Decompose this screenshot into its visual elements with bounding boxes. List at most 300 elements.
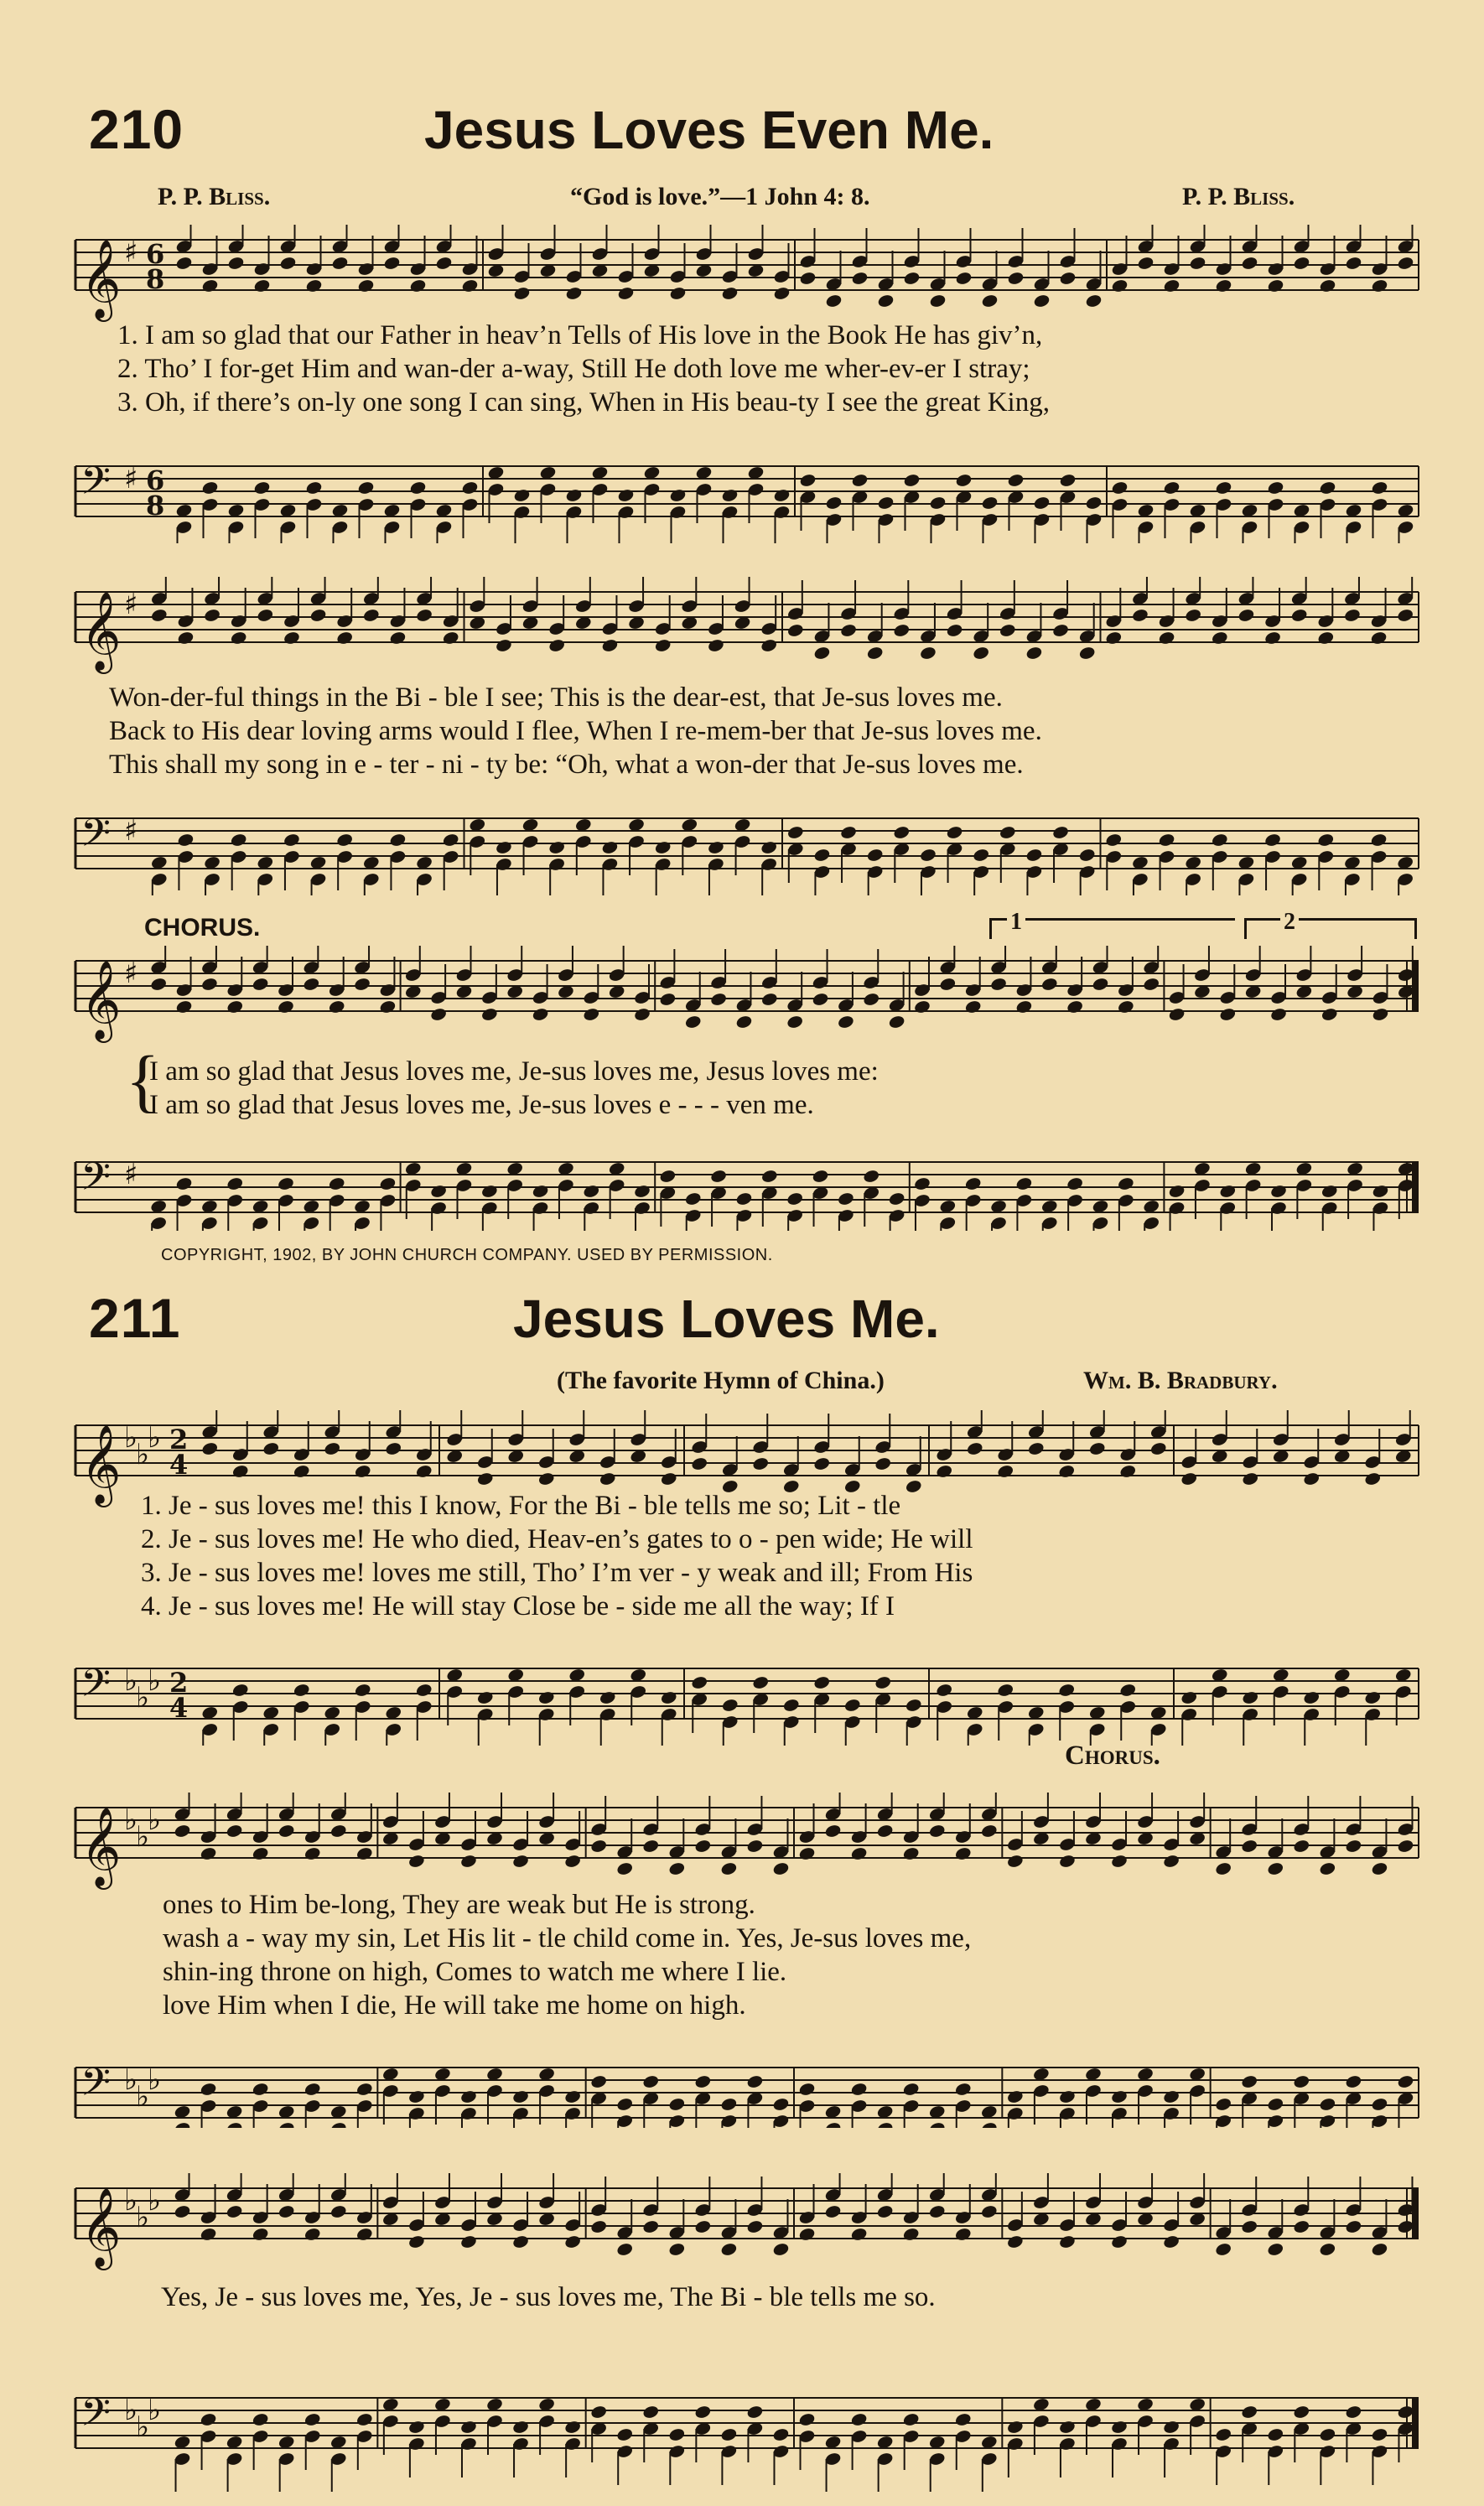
flat-icon: ♭: [136, 2201, 150, 2234]
notehead: [1180, 1471, 1198, 1486]
lyric-line: shin-ing throne on high, Comes to watch me where I lie.: [163, 1957, 787, 1987]
notehead: [1058, 2420, 1076, 2435]
notehead: [721, 286, 739, 301]
notehead: [1345, 2074, 1362, 2089]
notehead: [1105, 833, 1123, 848]
notehead: [1343, 608, 1361, 623]
notehead: [668, 2427, 686, 2442]
notehead: [798, 2227, 816, 2242]
notehead: [964, 1176, 982, 1191]
notehead: [226, 1824, 243, 1839]
notehead: [304, 2082, 321, 2097]
notehead: [278, 1824, 295, 1839]
notehead: [837, 1191, 854, 1206]
notehead: [1267, 278, 1284, 293]
notehead: [1238, 608, 1255, 623]
notehead: [798, 2412, 816, 2427]
notehead: [928, 1824, 946, 1839]
notehead: [955, 271, 973, 286]
notehead: [752, 1456, 770, 1471]
notehead: [654, 638, 672, 653]
lyric-line: Yes, Je - sus loves me, Yes, Je - sus loves me, The Bi - ble tells me so.: [161, 2282, 936, 2312]
notehead: [1025, 848, 1043, 863]
notehead: [684, 1191, 702, 1206]
notehead: [997, 1464, 1014, 1479]
notehead: [1293, 2405, 1310, 2420]
notehead: [201, 1441, 219, 1456]
notehead: [362, 608, 380, 623]
lyric-line: I am so glad that Jesus loves me, Je-sus loves me, Jesus loves me:: [149, 1056, 879, 1087]
lyric-brace: {: [126, 1042, 160, 1120]
flat-icon: ♭: [136, 2080, 150, 2114]
flat-icon: ♭: [148, 2184, 162, 2218]
notehead: [980, 1824, 998, 1839]
notehead: [1119, 1683, 1137, 1698]
notehead: [149, 977, 167, 992]
lyrics-verse-block: [163, 1888, 971, 2022]
notehead: [200, 977, 218, 992]
notehead: [752, 1675, 770, 1690]
notehead: [1158, 630, 1175, 646]
notehead: [1263, 833, 1281, 848]
notehead: [843, 1698, 861, 1713]
notehead: [407, 2234, 425, 2249]
sharp-icon: ♯: [124, 588, 138, 621]
notehead: [1085, 293, 1103, 309]
notehead: [442, 833, 459, 848]
notehead: [616, 1861, 634, 1876]
notehead: [476, 1690, 494, 1705]
notehead: [459, 2420, 477, 2435]
notehead: [746, 2219, 764, 2234]
notehead: [1397, 608, 1414, 623]
notehead: [825, 495, 843, 511]
volta-bracket-1: [989, 909, 1235, 939]
notehead: [786, 825, 804, 840]
notehead: [760, 1169, 778, 1184]
notehead: [1066, 1176, 1083, 1191]
notehead: [305, 480, 323, 495]
notehead: [1185, 608, 1202, 623]
notehead: [1110, 2234, 1128, 2249]
notehead: [389, 630, 407, 646]
notehead: [175, 1176, 193, 1191]
notehead: [226, 999, 244, 1014]
volta-number: 1: [1007, 909, 1025, 936]
notehead: [150, 608, 168, 623]
notehead: [590, 1839, 608, 1854]
flat-icon: ♭: [124, 2063, 138, 2097]
notehead: [813, 848, 831, 863]
notehead: [760, 638, 778, 653]
notehead: [902, 2082, 920, 2097]
notehead: [1078, 848, 1096, 863]
notehead: [174, 2121, 191, 2128]
notehead: [175, 999, 193, 1014]
notehead: [200, 2227, 217, 2242]
copyright-notice: COPYRIGHT, 1902, BY JOHN CHURCH COMPANY. USED BY PERMISSION.: [161, 1246, 773, 1264]
flat-icon: ♭: [148, 1664, 162, 1698]
notehead: [389, 833, 407, 848]
lyrics-verse-block: [141, 1489, 973, 1623]
time-signature-top: 6: [146, 238, 165, 270]
notehead: [1058, 1683, 1076, 1698]
notehead: [633, 1007, 651, 1022]
notehead: [1371, 2242, 1388, 2257]
notehead: [973, 646, 990, 661]
notehead: [1303, 1690, 1321, 1705]
notehead: [798, 2082, 816, 2097]
notehead: [599, 1471, 616, 1486]
lyric-line: 1. Je - sus loves me! this I know, For the Bi - ble tells me so; Lit - tle: [141, 1491, 901, 1521]
notehead: [252, 1846, 269, 1861]
notehead: [964, 999, 982, 1014]
time-signature-bottom: 8: [146, 490, 165, 521]
notehead: [230, 630, 247, 646]
flat-icon: ♭: [124, 2184, 138, 2218]
notehead: [1319, 480, 1336, 495]
notehead: [720, 2427, 738, 2442]
notehead: [590, 2405, 608, 2420]
flat-icon: ♭: [124, 1803, 138, 1837]
notehead: [839, 825, 857, 840]
notehead: [1059, 271, 1077, 286]
notehead: [1345, 2219, 1362, 2234]
notehead: [1321, 1007, 1338, 1022]
notehead: [888, 1014, 905, 1030]
notehead: [1371, 278, 1388, 293]
notehead: [954, 1846, 972, 1861]
notehead: [601, 638, 619, 653]
notehead: [277, 999, 294, 1014]
notehead: [1051, 825, 1069, 840]
volta-number: 2: [1280, 909, 1299, 936]
notehead: [379, 999, 397, 1014]
notehead: [203, 608, 221, 623]
notehead: [1162, 2234, 1180, 2249]
notehead: [1066, 999, 1083, 1014]
notehead: [1006, 2234, 1024, 2249]
lyrics-chorus-block: [149, 1055, 879, 1122]
notehead: [435, 256, 453, 271]
notehead: [851, 473, 869, 488]
notehead: [304, 2227, 321, 2242]
notehead: [668, 2242, 686, 2257]
notehead: [329, 1824, 347, 1839]
hymn-number: 211: [89, 1287, 181, 1349]
lyrics-verse-block: [109, 681, 1042, 781]
notehead: [812, 992, 829, 1007]
notehead: [1267, 2242, 1284, 2257]
notehead: [642, 2074, 660, 2089]
notehead: [565, 488, 583, 503]
notehead: [786, 623, 804, 638]
notehead: [1015, 1176, 1033, 1191]
notehead: [902, 1846, 920, 1861]
notehead: [1025, 646, 1043, 661]
notehead: [1111, 480, 1129, 495]
notehead: [357, 278, 375, 293]
notehead: [980, 2121, 998, 2128]
notehead: [813, 1456, 831, 1471]
notehead: [913, 1176, 931, 1191]
notehead: [902, 2412, 920, 2427]
notehead: [1345, 2405, 1362, 2420]
lyric-line: Won-der-ful things in the Bi - ble I see; This is the dear-est, that Je-sus loves me.: [109, 682, 1003, 713]
flat-icon: ♭: [124, 1421, 138, 1455]
bass-clef-icon: 𝄢: [80, 1154, 112, 1209]
notehead: [1006, 2089, 1024, 2104]
bass-clef-icon: 𝄢: [80, 2060, 112, 2114]
notehead: [511, 1854, 529, 1869]
notehead: [1321, 1184, 1338, 1199]
notehead: [415, 608, 433, 623]
notehead: [1162, 2089, 1180, 2104]
notehead: [252, 2082, 269, 2097]
treble-clef-icon: 𝄞: [80, 2187, 122, 2267]
notehead: [565, 286, 583, 301]
notehead: [813, 646, 831, 661]
notehead: [459, 2089, 477, 2104]
notehead: [980, 2204, 998, 2219]
notehead: [929, 293, 947, 309]
notehead: [709, 1169, 727, 1184]
notehead: [175, 256, 193, 271]
notehead: [304, 1846, 321, 1861]
notehead: [772, 1861, 790, 1876]
notehead: [929, 495, 947, 511]
notehead: [1267, 1861, 1284, 1876]
notehead: [877, 293, 895, 309]
notehead: [707, 840, 724, 855]
notehead: [905, 1698, 922, 1713]
notehead: [461, 278, 479, 293]
notehead: [1397, 2074, 1414, 2089]
notehead: [1371, 480, 1388, 495]
notehead: [1215, 278, 1232, 293]
notehead: [230, 833, 247, 848]
notehead: [1088, 1441, 1106, 1456]
notehead: [919, 646, 937, 661]
notehead: [812, 1169, 829, 1184]
notehead: [772, 2242, 790, 2257]
notehead: [1372, 1184, 1389, 1199]
notehead: [1371, 2097, 1388, 2112]
notehead: [1111, 278, 1129, 293]
notehead: [694, 1839, 712, 1854]
lyric-line: 4. Je - sus loves me! He will stay Close be - side me all the way; If I: [141, 1591, 895, 1621]
notehead: [1078, 646, 1096, 661]
notehead: [1180, 1690, 1198, 1705]
notehead: [720, 2242, 738, 2257]
lyric-line: 1. I am so glad that our Father in heav’n Tells of His love in the Book He has giv’n,: [117, 320, 1043, 350]
notehead: [415, 1683, 433, 1698]
notehead: [357, 480, 375, 495]
hymn-number: 210: [89, 98, 184, 160]
notehead: [329, 2204, 347, 2219]
notehead: [850, 2082, 868, 2097]
notehead: [1211, 630, 1228, 646]
notehead: [659, 1169, 677, 1184]
notehead: [1162, 2420, 1180, 2435]
notehead: [955, 473, 973, 488]
notehead: [773, 488, 791, 503]
hymn-subtitle: (The favorite Hymn of China.): [557, 1367, 885, 1394]
notehead: [278, 2204, 295, 2219]
treble-clef-icon: 𝄞: [80, 1807, 122, 1886]
notehead: [946, 623, 963, 638]
notehead: [1267, 480, 1284, 495]
notehead: [583, 1007, 600, 1022]
notehead: [532, 1184, 549, 1199]
notehead: [253, 480, 271, 495]
notehead: [511, 2089, 529, 2104]
notehead: [694, 2074, 712, 2089]
notehead: [839, 623, 857, 638]
notehead: [1397, 1839, 1414, 1854]
notehead: [874, 1675, 892, 1690]
notehead: [825, 293, 843, 309]
time-signature-bottom: 8: [146, 263, 165, 295]
scripture-reference: “God is love.”—1 John 4: 8.: [570, 183, 870, 210]
flat-icon: ♭: [148, 2394, 162, 2427]
music-staff: [67, 2173, 1427, 2492]
notehead: [866, 848, 884, 863]
notehead: [532, 1007, 549, 1022]
notehead: [989, 977, 1007, 992]
notehead: [919, 848, 937, 863]
notehead: [513, 488, 531, 503]
composer-credit-right: P. P. Bliss.: [1182, 183, 1295, 210]
notehead: [1319, 2097, 1336, 2112]
notehead: [590, 2219, 608, 2234]
notehead: [642, 2405, 660, 2420]
notehead: [563, 1854, 581, 1869]
notehead: [902, 2227, 920, 2242]
notehead: [495, 638, 512, 653]
lyric-line: Back to His dear loving arms would I flee, When I re-mem-ber that Je-sus loves me.: [109, 716, 1042, 746]
notehead: [1319, 278, 1336, 293]
notehead: [1241, 2074, 1258, 2089]
notehead: [1242, 1690, 1259, 1705]
notehead: [200, 1846, 217, 1861]
notehead: [721, 1698, 739, 1713]
notehead: [252, 2412, 269, 2427]
notehead: [331, 256, 349, 271]
notehead: [773, 286, 791, 301]
sharp-icon: ♯: [124, 957, 138, 990]
notehead: [1241, 1839, 1258, 1854]
lyric-line: 3. Je - sus loves me! loves me still, Tho’ I’m ver - y weak and ill; From His: [141, 1558, 973, 1588]
notehead: [177, 630, 195, 646]
lyric-line: 2. Je - sus loves me! He who died, Heav-en’s gates to o - pen wide; He will: [141, 1524, 973, 1554]
notehead: [1317, 630, 1335, 646]
bass-clef-icon: 𝄢: [80, 1661, 112, 1715]
notehead: [226, 1176, 244, 1191]
notehead: [981, 293, 999, 309]
lyric-line: 2. Tho’ I for-get Him and wan-der a-way, Still He doth love me wher-ev-er I stray;: [117, 354, 1030, 384]
notehead: [201, 480, 219, 495]
notehead: [1110, 2089, 1128, 2104]
notehead: [851, 271, 869, 286]
flat-icon: ♭: [136, 1438, 150, 1471]
notehead: [1267, 2427, 1284, 2442]
notehead: [877, 495, 895, 511]
notehead: [684, 1014, 702, 1030]
notehead: [429, 1184, 447, 1199]
notehead: [1058, 2089, 1076, 2104]
notehead: [874, 1456, 892, 1471]
time-signature-top: 6: [146, 464, 165, 496]
notehead: [1117, 1176, 1134, 1191]
notehead: [1033, 293, 1051, 309]
notehead: [893, 825, 911, 840]
notehead: [1092, 977, 1109, 992]
notehead: [1058, 1854, 1076, 1869]
notehead: [1143, 977, 1160, 992]
notehead: [1007, 473, 1025, 488]
notehead: [1371, 1861, 1388, 1876]
notehead: [876, 2204, 894, 2219]
hymn-title: Jesus Loves Me.: [513, 1289, 940, 1349]
notehead: [782, 1698, 800, 1713]
notehead: [563, 2089, 581, 2104]
notehead: [1345, 1839, 1362, 1854]
volta-bracket-2: [1244, 909, 1417, 939]
notehead: [981, 495, 999, 511]
notehead: [537, 1690, 555, 1705]
notehead: [293, 1683, 310, 1698]
notehead: [1263, 630, 1281, 646]
notehead: [480, 1007, 498, 1022]
flat-icon: ♭: [124, 1664, 138, 1698]
notehead: [1345, 256, 1362, 271]
notehead: [813, 1675, 831, 1690]
notehead: [1293, 2074, 1310, 2089]
notehead: [355, 2412, 373, 2427]
notehead: [1397, 2405, 1414, 2420]
notehead: [1215, 2097, 1232, 2112]
notehead: [355, 1846, 373, 1861]
notehead: [876, 2121, 894, 2128]
notehead: [772, 2427, 790, 2442]
time-signature-top: 2: [169, 1424, 189, 1455]
notehead: [599, 1690, 616, 1705]
notehead: [415, 1464, 433, 1479]
notehead: [1033, 495, 1051, 511]
notehead: [379, 1176, 397, 1191]
notehead: [946, 825, 963, 840]
notehead: [760, 992, 778, 1007]
notehead: [355, 2082, 373, 2097]
notehead: [309, 608, 327, 623]
notehead: [1110, 2420, 1128, 2435]
notehead: [654, 840, 672, 855]
notehead: [1059, 473, 1077, 488]
time-signature-bottom: 4: [169, 1449, 189, 1481]
notehead: [303, 977, 320, 992]
notehead: [660, 1690, 677, 1705]
notehead: [863, 992, 880, 1007]
notehead: [336, 833, 354, 848]
notehead: [336, 630, 354, 646]
notehead: [355, 2227, 373, 2242]
notehead: [1211, 833, 1228, 848]
notehead: [590, 2074, 608, 2089]
notehead: [1162, 1854, 1180, 1869]
sharp-icon: ♯: [124, 1158, 138, 1191]
notehead: [201, 278, 219, 293]
